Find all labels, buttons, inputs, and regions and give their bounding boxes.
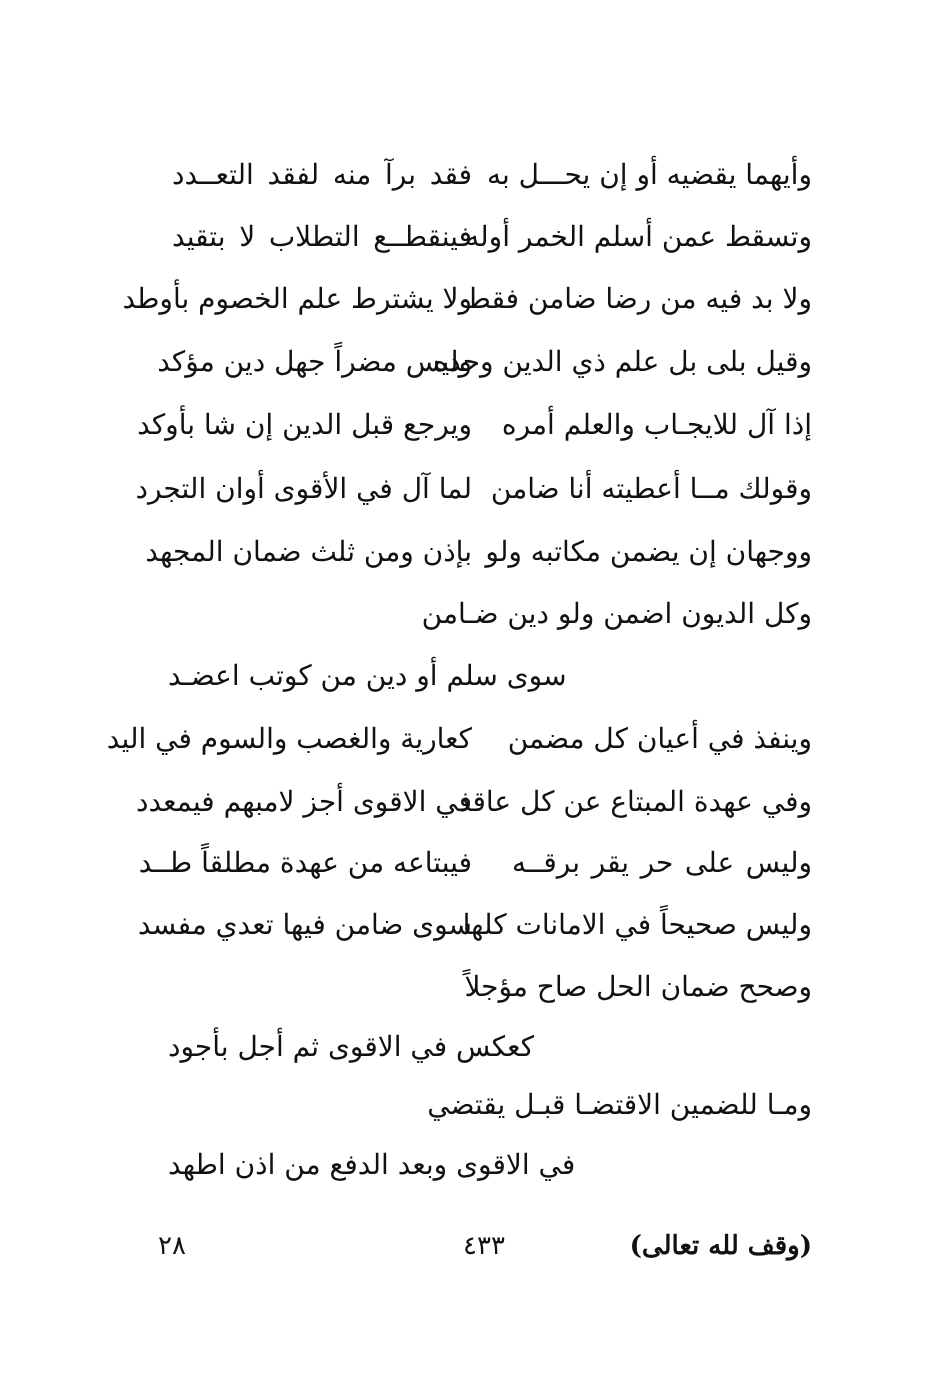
verse-first-hemistich: ولا بد فيه من رضا ضامن فقط: [464, 282, 812, 315]
waqf-inscription: (وقف لله تعالى): [629, 1231, 812, 1261]
verse-first-hemistich: وينفذ في أعيان كل مضمن: [507, 722, 812, 755]
verse-line: [0, 714, 948, 764]
verse-first-hemistich: ووجهان إن يضمن مكاتبه ولو: [485, 535, 812, 568]
verse-line: [0, 337, 948, 387]
verse-first-hemistich: وليس على حر يقر برقــه: [512, 846, 812, 879]
verse-line: [0, 962, 948, 1012]
page-number: ٤٣٣: [463, 1231, 505, 1261]
verse-line: [0, 589, 948, 639]
verse-line: [0, 527, 948, 577]
verse-line: [0, 274, 948, 324]
verse-first-hemistich: إذا آل للايجـاب والعلم أمره: [501, 408, 812, 441]
verse-line: [0, 150, 948, 200]
verse-line: [0, 464, 948, 514]
verse-line: [0, 1022, 948, 1072]
verse-line: [0, 838, 948, 888]
verse-second-hemistich: كعارية والغصب والسوم في اليد: [106, 722, 472, 755]
verse-second-hemistich: فينقطــع التطلاب لا بتقيد: [172, 220, 472, 253]
verse-line: [0, 1080, 948, 1130]
verse-second-hemistich: فقد برآ منه لفقد التعــدد: [172, 158, 472, 191]
verse-first-hemistich: ومـا للضمين الاقتضـا قبـل يقتضي: [427, 1088, 812, 1121]
verse-second-hemistich: لما آل في الأقوى أوان التجرد: [135, 472, 472, 505]
verse-second-hemistich: سوى ضامن فيها تعدي مفسد: [137, 908, 472, 941]
verse-second-hemistich: فيبتاعه من عهدة مطلقاً طــد: [138, 846, 472, 879]
verse-first-hemistich: وقولك مــا أعطيته أنا ضامن: [490, 472, 812, 505]
verse-first-hemistich: وصحح ضمان الحل صاح مؤجلاً: [464, 970, 812, 1003]
verse-first-hemistich: وقيل بلى بل علم ذي الدين وحده: [433, 345, 812, 378]
verse-line: [0, 212, 948, 262]
verse-first-hemistich: وتسقط عمن أسلم الخمر أوله: [465, 220, 812, 253]
verse-second-hemistich: ولا يشترط علم الخصوم بأوطد: [122, 282, 472, 315]
verse-second-hemistich: وليس مضراً جهل دين مؤكد: [157, 345, 472, 378]
verse-second-hemistich: كعكس في الاقوى ثم أجل بأجود: [168, 1030, 535, 1063]
verse-second-hemistich: ويرجع قبل الدين إن شا بأوكد: [137, 408, 472, 441]
verse-first-hemistich: وأيهما يقضيه أو إن يحـــل به: [486, 158, 812, 191]
verse-line: [0, 900, 948, 950]
signature-number: ٢٨: [158, 1231, 186, 1261]
verse-first-hemistich: وفي عهدة المبتاع عن كل عاقد: [457, 785, 812, 818]
verse-second-hemistich: في الاقوى أجز لامبهم فيمعدد: [135, 785, 472, 818]
verse-line: [0, 400, 948, 450]
verse-first-hemistich: وليس صحيحاً في الامانات كلها: [462, 908, 812, 941]
verse-first-hemistich: وكل الديون اضمن ولو دين ضـامن: [421, 597, 812, 630]
verse-second-hemistich: بإذن ومن ثلث ضمان المجهد: [145, 535, 472, 568]
verse-line: [0, 651, 948, 701]
verse-line: [0, 777, 948, 827]
verse-line: [0, 1140, 948, 1190]
verse-second-hemistich: في الاقوى وبعد الدفع من اذن اطهد: [168, 1148, 576, 1181]
verse-second-hemistich: سوى سلم أو دين من كوتب اعضـد: [168, 659, 567, 692]
